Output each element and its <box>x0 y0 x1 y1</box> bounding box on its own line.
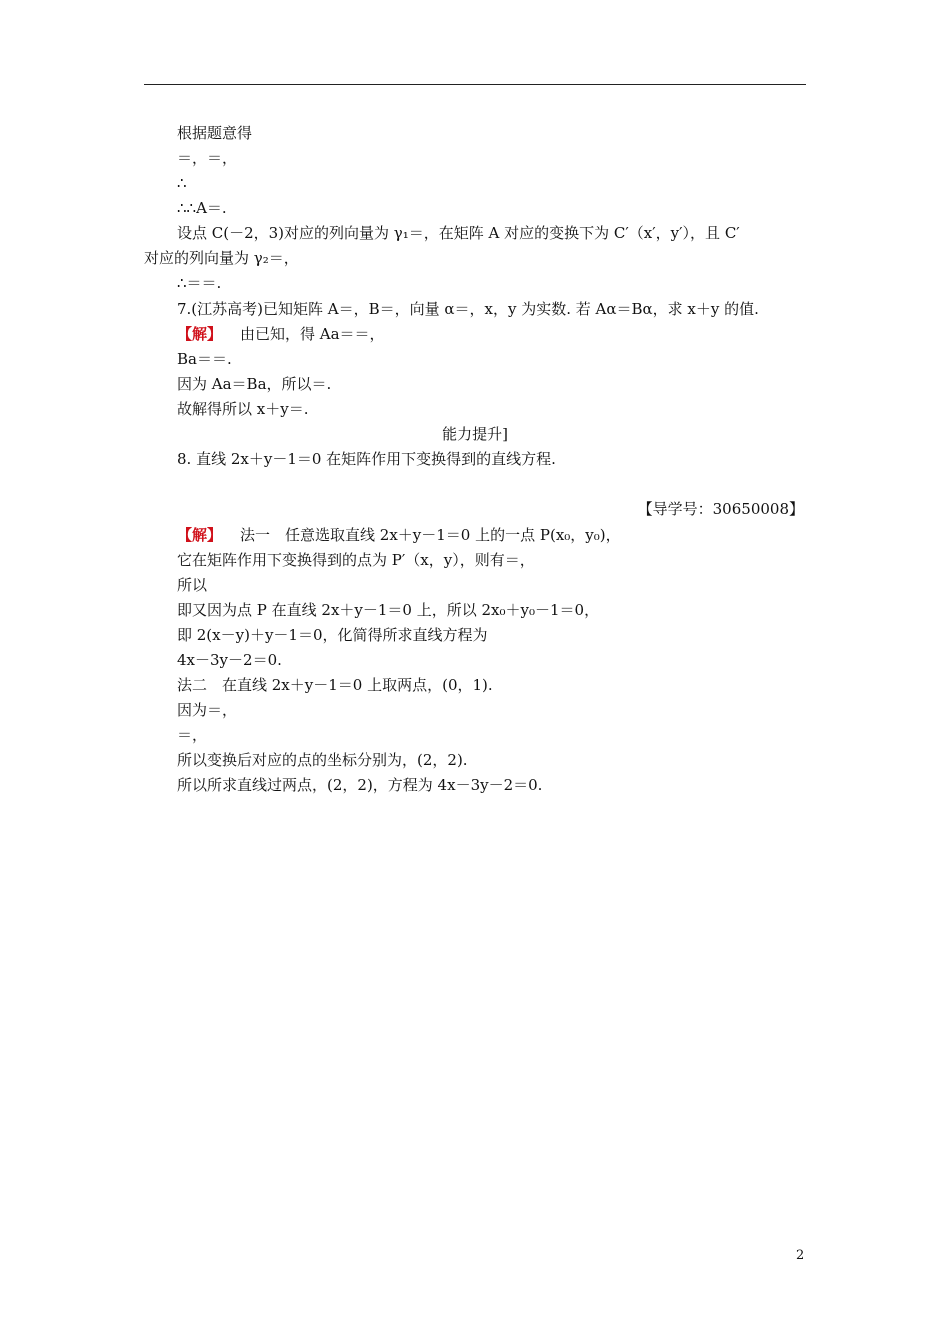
text-line: 设点 C(－2，3)对应的列向量为 γ₁＝，在矩阵 A 对应的变换下为 C′（x′，y′），且 C′ <box>177 224 740 242</box>
page-number: 2 <box>796 1248 805 1263</box>
problem-8: 8. 直线 2x＋y－1＝0 在矩阵作用下变换得到的直线方程. <box>177 450 556 468</box>
text-line: 所以变换后对应的点的坐标分别为，(2，2). <box>177 751 468 769</box>
text-line: 因为＝， <box>177 701 238 719</box>
text-line: 所以 <box>177 576 208 594</box>
text-line: 故解得所以 x＋y＝. <box>177 400 309 418</box>
text-line: 法二 在直线 2x＋y－1＝0 上取两点，(0，1). <box>177 676 493 694</box>
text-line: Ba＝＝. <box>177 350 232 368</box>
text-line: ∴ <box>177 174 187 192</box>
text-line: 因为 Aa＝Ba，所以＝. <box>177 375 332 393</box>
text-line: 4x－3y－2＝0. <box>177 651 282 669</box>
text-line: ＝，＝， <box>177 149 238 167</box>
text-line: 它在矩阵作用下变换得到的点为 P′（x，y），则有＝， <box>177 551 535 569</box>
problem-7: 7.(江苏高考)已知矩阵 A＝，B＝，向量 α＝，x，y 为实数. 若 Aα＝Bα，求 x＋y 的值. <box>177 300 759 318</box>
text-line: ＝， <box>177 726 208 744</box>
guide-number: 【导学号：30650008】 <box>637 500 804 518</box>
text-line: 根据题意得 <box>177 124 253 142</box>
answer-tag: 【解】 <box>177 325 223 343</box>
section-heading: 能力提升] <box>442 425 508 443</box>
text-line: 即 2(x－y)＋y－1＝0，化简得所求直线方程为 <box>177 626 488 644</box>
text-line: 即又因为点 P 在直线 2x＋y－1＝0 上，所以 2x₀＋y₀－1＝0， <box>177 601 600 619</box>
text-line: ∴∴A＝. <box>177 199 227 217</box>
text-line: 所以所求直线过两点，(2，2)，方程为 4x－3y－2＝0. <box>177 776 543 794</box>
text-line: ∴＝＝. <box>177 274 222 292</box>
answer-text: 法一 任意选取直线 2x＋y－1＝0 上的一点 P(x₀，y₀)， <box>240 526 621 544</box>
answer-tag: 【解】 <box>177 526 223 544</box>
answer-line <box>177 323 385 345</box>
text-line: 对应的列向量为 γ₂＝， <box>144 249 299 267</box>
answer-text: 由已知，得 Aa＝＝， <box>240 325 385 343</box>
answer-line <box>177 524 621 546</box>
header-rule <box>144 84 806 85</box>
